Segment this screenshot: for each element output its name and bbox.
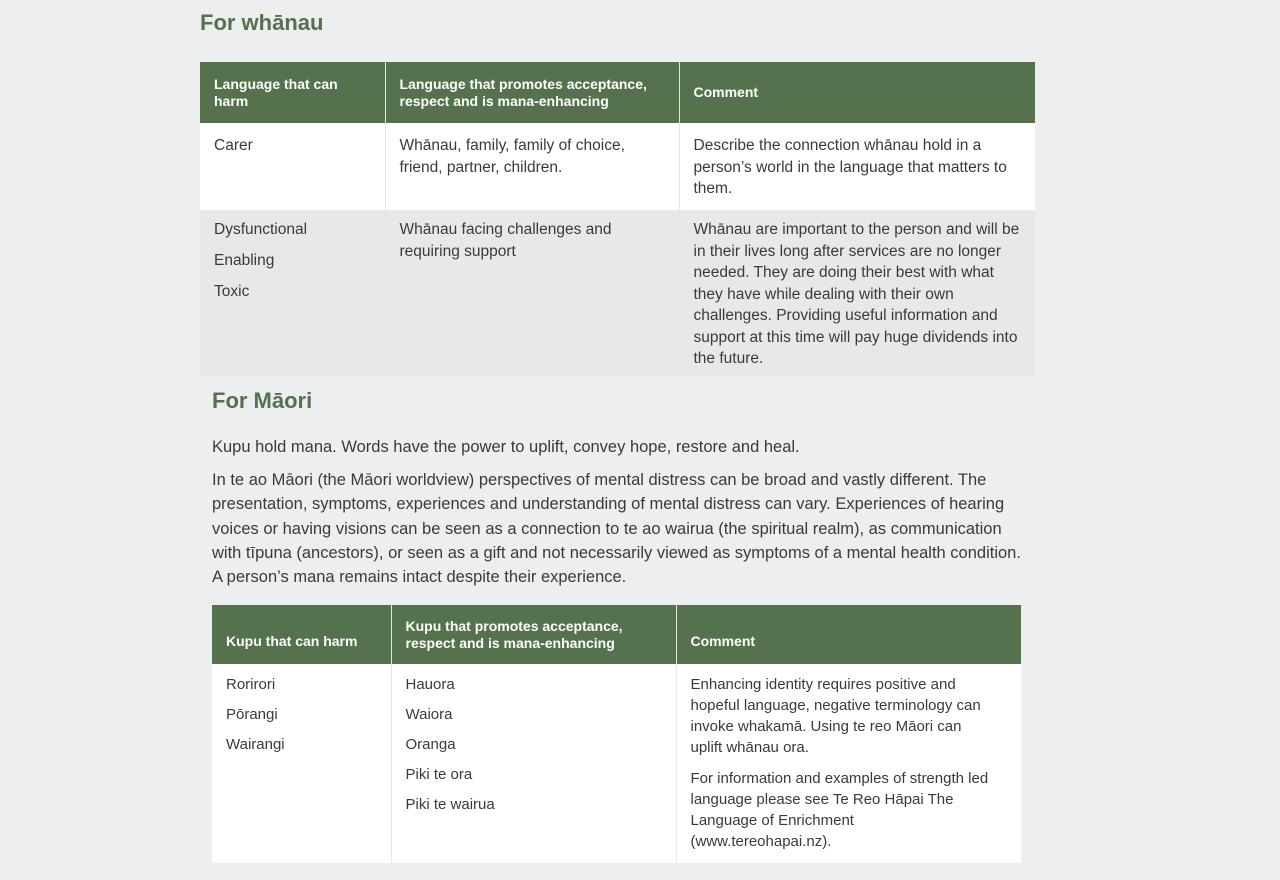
promotes-cell: [391, 664, 676, 863]
maori-kupu-table: [212, 605, 1021, 863]
harm-term: Rorirori: [226, 676, 276, 693]
harm-term: Pōrangi: [226, 706, 278, 723]
comment-cell: Describe the connection whānau hold in a person’s world in the language that matters to them.: [679, 123, 1035, 210]
promotes-cell: Whānau, family, family of choice, friend, partner, children.: [385, 123, 679, 210]
promotes-cell: Whānau facing challenges and requiring support: [385, 210, 679, 376]
harm-term: Enabling: [214, 252, 275, 269]
table-header-row: [212, 605, 1021, 664]
promotes-term: Piki te ora: [405, 766, 473, 783]
column-header-promotes: Kupu that promotes acceptance, respect and is mana-enhancing: [391, 605, 676, 664]
comment-paragraph: For information and examples of strength led language please see Te Reo Hāpai The Language of Enrichment (www.tereohapai.nz).: [690, 770, 989, 850]
harm-cell: [200, 210, 385, 376]
table-row: [200, 123, 1035, 210]
column-header-harm: Language that can harm: [200, 62, 385, 123]
harm-term: Wairangi: [226, 736, 285, 753]
worldview-paragraph: In te ao Māori (the Māori worldview) perspectives of mental distress can be broad and vastly different. The presentation, symptoms, experiences and understanding of mental distress can vary. Experiences of hearing voices or having visions can be seen as a connection to te ao wairua (the spiritual realm), as communication with tīpuna (ancestors), or seen as a gift and not necessarily viewed as symptoms of a mental health condition. A person’s mana remains intact despite their experience.: [212, 471, 1021, 587]
harm-term: Dysfunctional: [214, 221, 308, 238]
comment-cell: Whānau are important to the person and will be in their lives long after services are no longer needed. They are doing their best with what they have while dealing with their own challenges. Providing useful information and support at this time will pay huge dividends into the future.: [679, 210, 1035, 376]
section-heading-whanau: For whānau: [200, 10, 324, 35]
promotes-term: Oranga: [405, 736, 456, 753]
table-row: [212, 664, 1021, 863]
harm-cell: [200, 123, 385, 210]
promotes-term: Hauora: [405, 676, 455, 693]
harm-term: Carer: [214, 137, 253, 154]
table-header-row: [200, 62, 1035, 123]
table-row: [200, 210, 1035, 376]
section-heading-maori: For Māori: [212, 388, 313, 413]
comment-paragraph: Enhancing identity requires positive and hopeful language, negative terminology can invoke whakamā. Using te reo Māori can uplift whānau ora.: [690, 676, 981, 756]
intro-paragraph: Kupu hold mana. Words have the power to uplift, convey hope, restore and heal.: [212, 438, 800, 456]
column-header-promotes: Language that promotes acceptance, respect and is mana-enhancing: [385, 62, 679, 123]
promotes-term: Waiora: [405, 706, 453, 723]
harm-cell: [212, 664, 391, 863]
comment-cell: [676, 664, 1021, 863]
harm-term: Toxic: [214, 283, 250, 300]
whanau-language-table: [200, 62, 1035, 376]
column-header-comment: Comment: [679, 62, 1035, 123]
column-header-comment: Comment: [676, 605, 1021, 664]
promotes-term: Piki te wairua: [405, 796, 495, 813]
column-header-harm: Kupu that can harm: [212, 605, 391, 664]
